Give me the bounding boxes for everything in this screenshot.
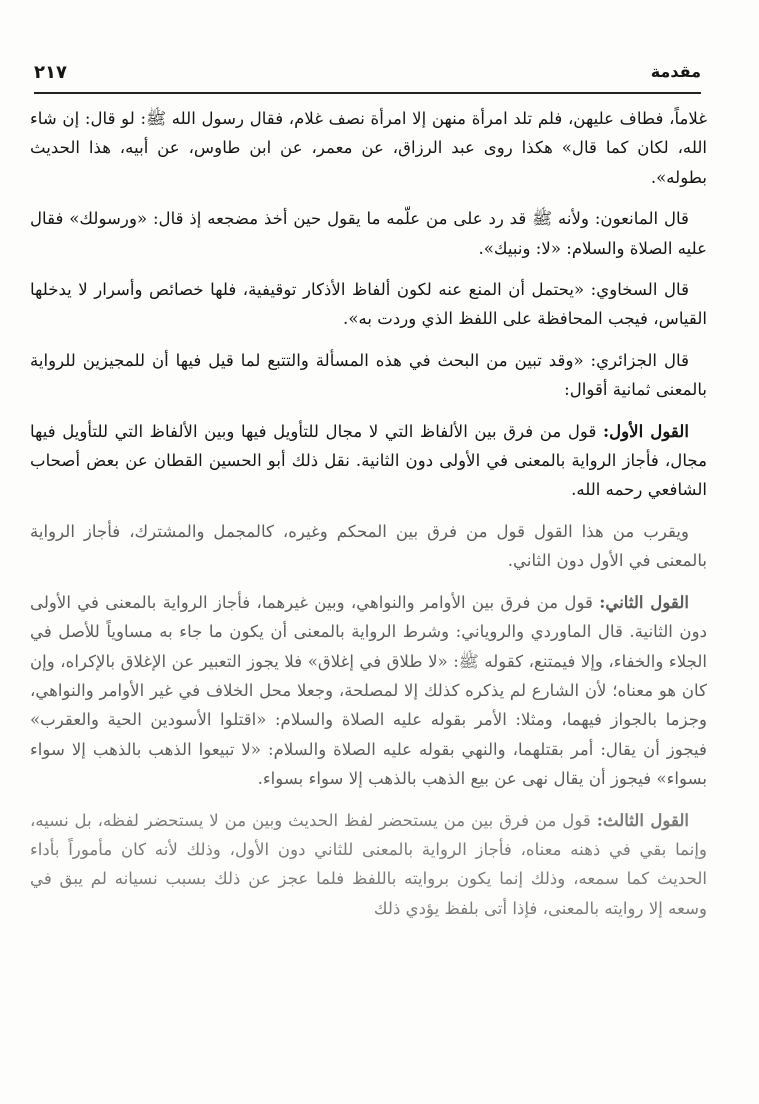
opinion-heading: القول الأول: bbox=[602, 420, 689, 441]
running-header bbox=[34, 58, 701, 94]
paragraph-text: قال المانعون: ولأنه ﷺ قد رد على من علّمه ما يقول حين أخذ مضجعه إذ قال: «ورسولك» فقال عليه الصلاة والسلام: «لا: ونبيك». bbox=[30, 209, 707, 258]
paragraph-manioun bbox=[30, 204, 707, 263]
paragraph-sakhawi bbox=[30, 275, 707, 334]
paragraph-text: قال السخاوي: «يحتمل أن المنع عنه لكون ألفاظ الأذكار توقيفية، فلها خصائص وأسرار لا يدخلها القياس، فيجب المحافظة على اللفظ الذي وردت به». bbox=[30, 280, 707, 329]
paragraph-text: قول من فرق بين من يستحضر لفظ الحديث وبين من لا يستحضر لفظه، بل نسيه، وإنما بقي في ذهنه معناه، فأجاز الرواية بالمعنى للثاني دون الأول، وذلك لأنه كان مأموراً بأداء الحديث كما سمعه، وذلك إنما يكون بروايته باللفظ فلما عجز عن ذلك بسبب نسيانه لم يبق في وسعه إلا روايته بالمعنى، فإذا أتى بلفظ يؤدي ذلك bbox=[30, 810, 707, 918]
chapter-title: مقدمة bbox=[650, 62, 701, 81]
paragraph-jazairi bbox=[30, 346, 707, 405]
paragraph-related bbox=[30, 517, 707, 576]
opinion-heading: القول الثالث: bbox=[596, 809, 690, 830]
paragraph-text: قال الجزائري: «وقد تبين من البحث في هذه المسألة والتتبع لما قيل فيها أن للمجيزين للرواية بالمعنى ثمانية أقوال: bbox=[30, 350, 707, 400]
paragraph-text: قول من فرق بين الأوامر والنواهي، وبين غيرهما، فأجاز الرواية بالمعنى في الأولى دون الثانية. قال الماوردي والروياني: وشرط الرواية بالمعنى أن يكون ما جاء به مساوياً للأصل في الجلاء والخفاء، وإلا فيمتنع، كقوله ﷺ: «لا طلاق في إغلاق» فلا يجوز التعبير عن الإغلاق بالإكراه، وإن كان هو معناه؛ لأن الشارع لم يذكره كذلك إلا لمصلحة، وجعلا محل الخلاف في غير الأوامر والنواهي، وجزما بالجواز فيهما، ومثلا: الأمر بقوله عليه الصلاة والسلام: «اقتلوا الأسودين الحية والعقرب» فيجوز أن يقال: أمر بقتلهما، والنهي بقوله عليه الصلاة والسلام: «لا تبيعوا الذهب بالذهب إلا سواء بسواء» فيجوز أن يقال نهى عن بيع الذهب بالذهب إلا سواء بسواء. bbox=[30, 592, 707, 789]
body-text bbox=[30, 104, 707, 1104]
paragraph-second-opinion bbox=[30, 588, 707, 794]
paragraph-first-opinion bbox=[30, 417, 707, 505]
paragraph-text: قول من فرق بين الألفاظ التي لا مجال للتأويل فيها وبين الألفاظ التي للتأويل فيها مجال، فأجاز الرواية بالمعنى في الأولى دون الثانية. نقل ذلك أبو الحسين القطان عن بعض أصحاب الشافعي رحمه الله. bbox=[30, 421, 707, 500]
paragraph-text: ويقرب من هذا القول قول من فرق بين المحكم وغيره، كالمجمل والمشترك، فأجاز الرواية بالمعنى في الأول دون الثاني. bbox=[30, 521, 707, 571]
paragraph-third-opinion bbox=[30, 806, 707, 924]
paragraph-continuation bbox=[30, 104, 707, 192]
opinion-heading: القول الثاني: bbox=[599, 591, 689, 612]
paragraph-text: غلاماً، فطاف عليهن، فلم تلد امرأة منهن إلا امرأة نصف غلام، فقال رسول الله ﷺ: لو قال: إن شاء الله، لكان كما قال» هكذا روى عبد الرزاق، عن معمر، عن ابن طاوس، عن أبيه، هذا الحديث بطوله». bbox=[30, 109, 707, 187]
page-number: ٢١٧ bbox=[34, 62, 67, 83]
